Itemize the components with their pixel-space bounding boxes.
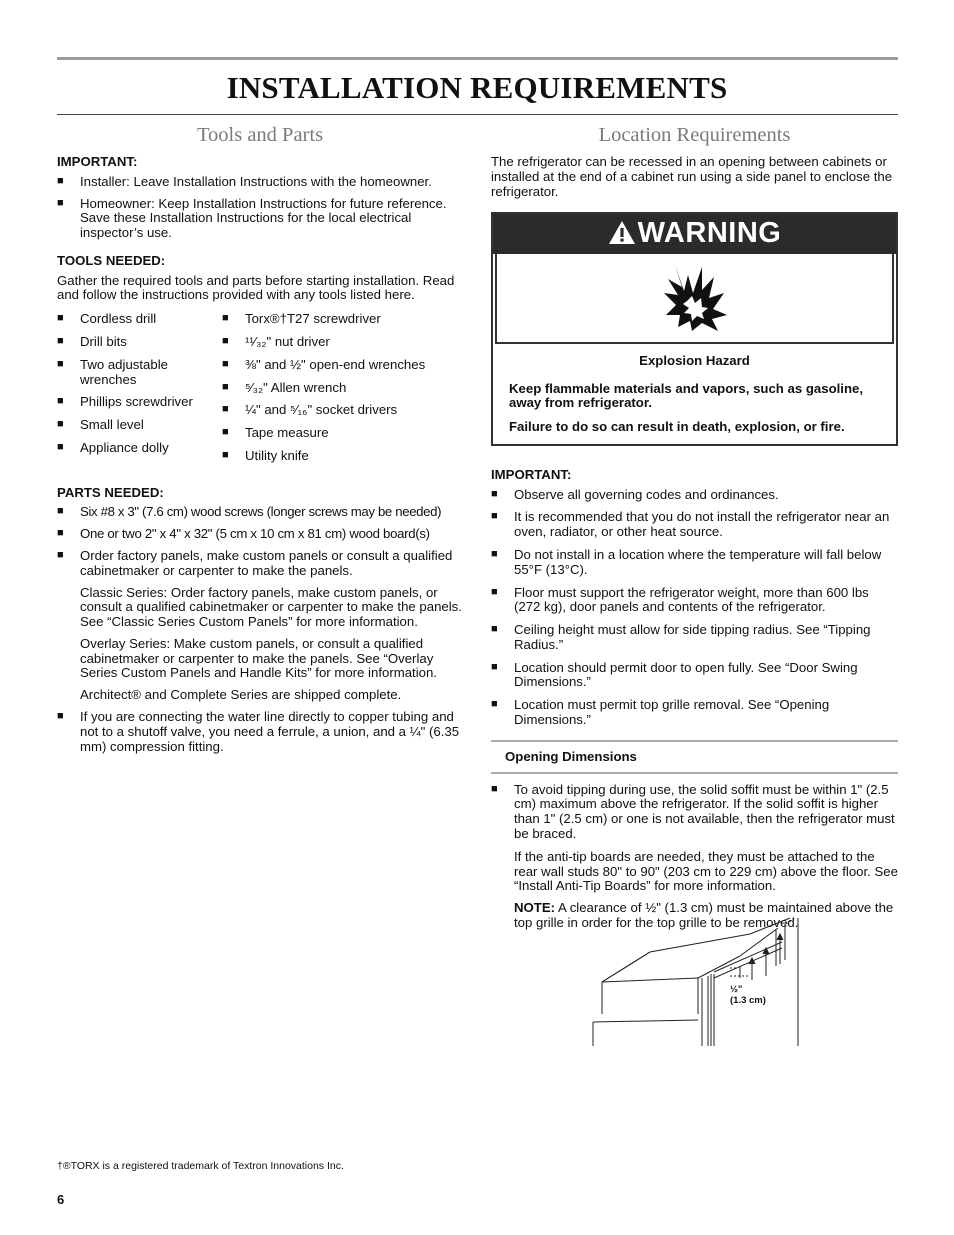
- bullet-icon: ■: [222, 426, 229, 439]
- footnote: †®TORX is a registered trademark of Textron Innovations Inc.: [57, 1160, 344, 1172]
- tools-needed-label: TOOLS NEEDED:: [57, 252, 166, 268]
- list-item: ■ Appliance dolly: [57, 439, 169, 455]
- bullet-icon: ■: [57, 196, 64, 209]
- list-item: ■ Observe all governing codes and ordinances.: [491, 486, 779, 502]
- list-item: ■ Order factory panels, make custom panels or consult a qualified cabinetmaker or carpenter to make the panels.: [57, 548, 453, 578]
- list-item: ■ Ceiling height must allow for side tipping radius. See “Tipping Radius.”: [491, 622, 871, 652]
- section-rule: [491, 772, 898, 774]
- bullet-icon: ■: [222, 448, 229, 461]
- parts-list: [57, 505, 463, 578]
- list-item: ■ ¹¹⁄₃₂" nut driver: [222, 333, 330, 349]
- list-item: ■ Utility knife: [222, 447, 309, 463]
- location-requirements-column: [491, 114, 898, 938]
- bullet-icon: ■: [491, 585, 498, 598]
- location-important-list: [491, 488, 898, 728]
- bullet-icon: ■: [222, 312, 229, 325]
- list-item: ■ Location must permit top grille removal. See “Opening Dimensions.”: [491, 697, 830, 728]
- list-item: ■ Torx®†T27 screwdriver: [222, 311, 381, 327]
- important-list: [57, 175, 463, 241]
- list-item: ■ Homeowner: Keep Installation Instructions for future reference. Save these Installation Instructions for the local electrical inspector’s use.: [57, 195, 447, 241]
- bullet-icon: ■: [222, 403, 229, 416]
- warning-line-1: Keep flammable materials and vapors, such as gasoline, away from refrigerator.: [509, 380, 864, 411]
- tools-and-parts-column: [57, 114, 463, 761]
- bullet-icon: ■: [57, 418, 64, 431]
- list-item: ■ ⅜" and ½" open-end wrenches: [222, 356, 426, 372]
- list-item: ■ Do not install in a location where the temperature will fall below 55°F (13°C).: [491, 547, 882, 577]
- bullet-icon: ■: [57, 440, 64, 453]
- list-item: ■ Location should permit door to open fully. See “Door Swing Dimensions.”: [491, 659, 858, 690]
- list-item: ■ ¼" and ⁵⁄₁₆" socket drivers: [222, 402, 398, 418]
- warning-header: WARNING: [493, 214, 896, 253]
- overlay-series-note: Overlay Series: Make custom panels, or consult a qualified cabinetmaker or carpenter to make the panels. See “Overlay Series Custom Panels and Handle Kits” for more information.: [80, 635, 437, 681]
- list-item: ■ To avoid tipping during use, the solid soffit must be within 1" (2.5 cm) maximum above the refrigerator. If the solid soffit is higher than 1" (2.5 cm) or one is not available, then the refrigerator must be braced.: [491, 781, 895, 841]
- page-number: 6: [57, 1192, 65, 1207]
- grille-clearance-diagram: [590, 914, 800, 1048]
- list-item: ■ ⁵⁄₃₂" Allen wrench: [222, 379, 347, 395]
- top-rule: [57, 57, 898, 60]
- bullet-icon: ■: [491, 487, 498, 500]
- list-item: ■ Floor must support the refrigerator weight, more than 600 lbs (272 kg), door panels and contents of the refrigerator.: [491, 584, 869, 615]
- important-label: IMPORTANT:: [57, 153, 138, 169]
- list-item: ■ Cordless drill: [57, 311, 157, 327]
- bullet-icon: ■: [57, 395, 64, 408]
- tools-column-1: [57, 312, 222, 471]
- anti-tip-paragraph: If the anti-tip boards are needed, they must be attached to the rear wall studs 80" to 90" (203 cm to 229 cm) above the floor. See “Install Anti-Tip Boards” for more information.: [514, 848, 898, 894]
- clearance-label: ½" (1.3 cm): [730, 984, 766, 1006]
- list-item: ■ If you are connecting the water line directly to copper tubing and not to a shutoff valve, you need a ferrule, a union, and a ¼" (6.35 mm) compression fitting.: [57, 709, 460, 754]
- bullet-icon: ■: [57, 334, 64, 347]
- important-label: IMPORTANT:: [491, 466, 572, 482]
- tools-and-parts-heading: Tools and Parts: [196, 124, 324, 146]
- classic-series-note: Classic Series: Order factory panels, make custom panels, or consult a qualified cabinetmaker or carpenter to make the panels. See “Classic Series Custom Panels” for more information.: [80, 584, 462, 630]
- parts-list-continued: [57, 710, 463, 754]
- list-item: ■ Six #8 x 3" (7.6 cm) wood screws (longer screws may be needed): [57, 504, 442, 520]
- note-label: NOTE:: [514, 900, 556, 916]
- hazard-title: Explosion Hazard: [639, 352, 750, 368]
- bullet-icon: ■: [491, 623, 498, 636]
- bullet-icon: ■: [222, 334, 229, 347]
- bullet-icon: ■: [491, 510, 498, 523]
- warning-triangle-icon: [608, 220, 636, 245]
- list-item: ■ Drill bits: [57, 333, 127, 349]
- tools-list: [57, 312, 463, 471]
- location-intro: The refrigerator can be recessed in an opening between cabinets or installed at the end of a cabinet run using a side panel to enclose the refrigerator.: [491, 153, 893, 199]
- bullet-icon: ■: [491, 660, 498, 673]
- bullet-icon: ■: [57, 357, 64, 370]
- warning-box: [491, 212, 898, 446]
- list-item: ■ Phillips screwdriver: [57, 394, 193, 410]
- tools-intro: Gather the required tools and parts before starting installation. Read and follow the instructions provided with any tools listed here.: [57, 272, 455, 303]
- bullet-icon: ■: [57, 174, 64, 187]
- warning-body: [493, 344, 896, 435]
- parts-needed-label: PARTS NEEDED:: [57, 484, 164, 500]
- list-item: ■ Tape measure: [222, 425, 329, 441]
- bullet-icon: ■: [57, 505, 64, 518]
- list-item: ■ Two adjustable wrenches: [57, 356, 168, 387]
- list-item: ■ Installer: Leave Installation Instructions with the homeowner.: [57, 173, 432, 189]
- bullet-icon: ■: [222, 357, 229, 370]
- architect-series-note: Architect® and Complete Series are shipped complete.: [80, 687, 402, 703]
- bullet-icon: ■: [491, 782, 498, 795]
- list-item: ■ Small level: [57, 417, 144, 433]
- list-item: ■ It is recommended that you do not install the refrigerator near an oven, radiator, or other heat source.: [491, 509, 890, 540]
- tools-column-2: [222, 312, 462, 471]
- bullet-icon: ■: [57, 527, 64, 540]
- location-requirements-heading: Location Requirements: [598, 124, 791, 146]
- bullet-icon: ■: [491, 698, 498, 711]
- note-text: A clearance of ½" (1.3 cm) must be maintained above the top grille in order for the top grille to be removed.: [514, 900, 894, 930]
- column-rule: [491, 114, 898, 115]
- bullet-icon: ■: [222, 380, 229, 393]
- bullet-icon: ■: [57, 710, 64, 723]
- explosion-icon: [495, 254, 894, 344]
- warning-line-2: Failure to do so can result in death, explosion, or fire.: [509, 419, 845, 435]
- list-item: ■ One or two 2" x 4" x 32" (5 cm x 10 cm x 81 cm) wood board(s): [57, 526, 430, 542]
- opening-dimensions-list: [491, 783, 898, 842]
- bullet-icon: ■: [57, 549, 64, 562]
- bullet-icon: ■: [57, 312, 64, 325]
- page-title: INSTALLATION REQUIREMENTS: [226, 70, 728, 105]
- bullet-icon: ■: [491, 548, 498, 561]
- opening-dimensions-title: Opening Dimensions: [505, 748, 637, 764]
